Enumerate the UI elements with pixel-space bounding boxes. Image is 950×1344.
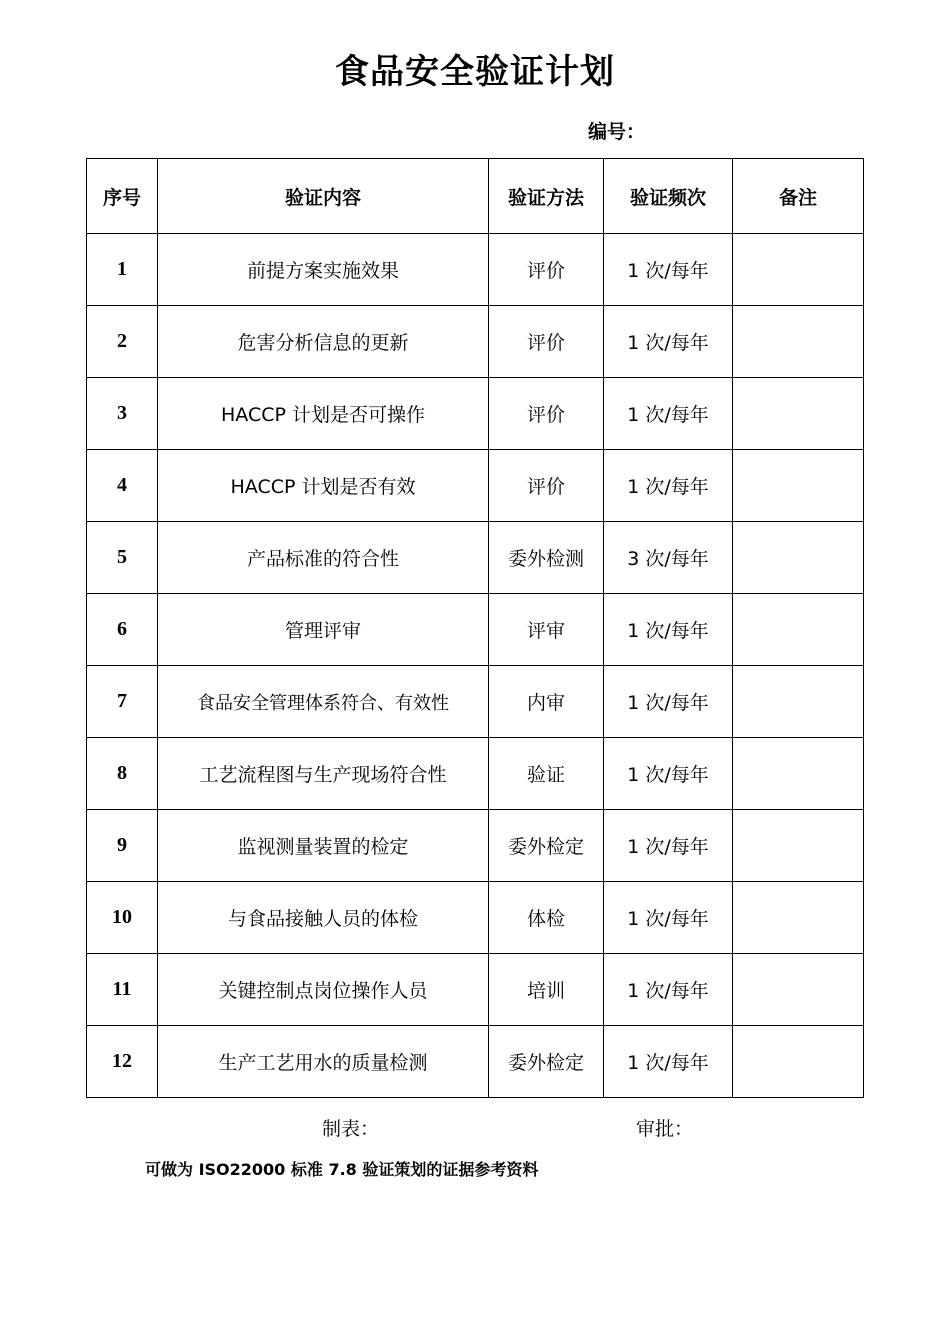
row-remark [733,882,864,954]
row-frequency: 1 次/每年 [604,810,733,882]
table-row [87,666,864,738]
row-index: 12 [87,1026,158,1098]
table-row [87,450,864,522]
approver-label: 审批： [636,1118,694,1140]
row-remark [733,234,864,306]
table-row [87,306,864,378]
table-row [87,234,864,306]
row-content: 食品安全管理体系符合、有效性 [158,666,489,738]
row-method: 委外检定 [489,1026,604,1098]
header-index: 序号 [87,159,158,234]
document-title: 食品安全验证计划 [335,52,615,92]
row-content: 前提方案实施效果 [158,234,489,306]
row-method: 评价 [489,450,604,522]
header-method: 验证方法 [489,159,604,234]
row-frequency: 1 次/每年 [604,738,733,810]
row-frequency: 1 次/每年 [604,666,733,738]
row-content: 与食品接触人员的体检 [158,882,489,954]
row-index: 4 [87,450,158,522]
row-content: 产品标准的符合性 [158,522,489,594]
row-frequency: 1 次/每年 [604,306,733,378]
row-content: HACCP 计划是否有效 [158,450,489,522]
row-remark [733,954,864,1026]
row-frequency: 1 次/每年 [604,378,733,450]
row-index: 3 [87,378,158,450]
maker-label: 制表： [322,1118,380,1140]
row-method: 培训 [489,954,604,1026]
row-content: 危害分析信息的更新 [158,306,489,378]
row-index: 1 [87,234,158,306]
row-content: 生产工艺用水的质量检测 [158,1026,489,1098]
verification-plan-table [86,158,864,1098]
row-content: 监视测量装置的检定 [158,810,489,882]
row-remark [733,594,864,666]
row-index: 2 [87,306,158,378]
row-remark [733,450,864,522]
table-row [87,378,864,450]
table-row [87,1026,864,1098]
row-method: 评价 [489,306,604,378]
row-method: 体检 [489,882,604,954]
row-content: HACCP 计划是否可操作 [158,378,489,450]
row-frequency: 1 次/每年 [604,1026,733,1098]
header-content: 验证内容 [158,159,489,234]
row-method: 内审 [489,666,604,738]
row-frequency: 1 次/每年 [604,594,733,666]
row-remark [733,378,864,450]
row-remark [733,666,864,738]
row-index: 5 [87,522,158,594]
row-remark [733,810,864,882]
row-content: 工艺流程图与生产现场符合性 [158,738,489,810]
row-remark [733,1026,864,1098]
row-method: 评价 [489,234,604,306]
row-index: 7 [87,666,158,738]
row-frequency: 1 次/每年 [604,882,733,954]
row-index: 9 [87,810,158,882]
table-row [87,882,864,954]
table-row [87,594,864,666]
row-content: 关键控制点岗位操作人员 [158,954,489,1026]
table-row [87,954,864,1026]
row-method: 委外检定 [489,810,604,882]
row-method: 验证 [489,738,604,810]
row-remark [733,306,864,378]
table-row [87,522,864,594]
table-row [87,810,864,882]
row-remark [733,522,864,594]
row-index: 11 [87,954,158,1026]
row-frequency: 1 次/每年 [604,954,733,1026]
row-method: 委外检测 [489,522,604,594]
header-frequency: 验证频次 [604,159,733,234]
document-number-label: 编号： [588,121,646,143]
row-remark [733,738,864,810]
row-method: 评审 [489,594,604,666]
row-index: 8 [87,738,158,810]
row-method: 评价 [489,378,604,450]
reference-note: 可做为 ISO22000 标准 7.8 验证策划的证据参考资料 [145,1160,539,1179]
table-header-row [87,159,864,234]
header-remark: 备注 [733,159,864,234]
row-frequency: 1 次/每年 [604,450,733,522]
row-index: 10 [87,882,158,954]
row-frequency: 3 次/每年 [604,522,733,594]
row-index: 6 [87,594,158,666]
row-frequency: 1 次/每年 [604,234,733,306]
table-row [87,738,864,810]
row-content: 管理评审 [158,594,489,666]
